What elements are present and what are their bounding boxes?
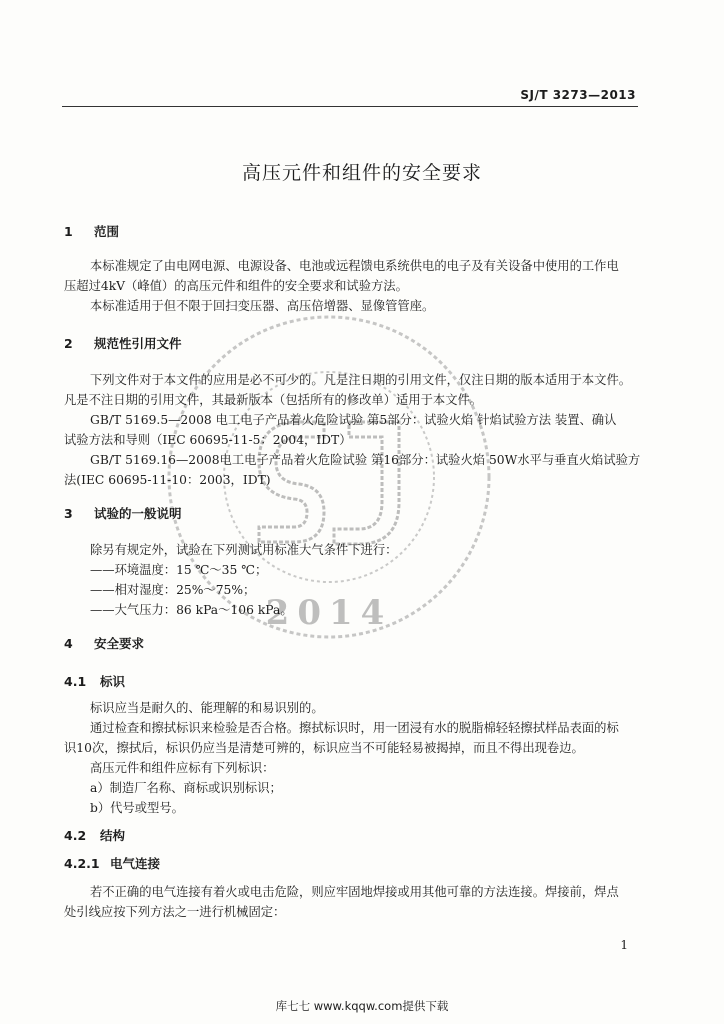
section-title: 安全要求 xyxy=(94,636,145,651)
section-number: 4.2 xyxy=(64,828,87,843)
section-4-2-heading xyxy=(64,826,125,844)
section-4-heading xyxy=(64,634,144,652)
section-title: 范围 xyxy=(94,224,120,239)
paragraph-line: 标识应当是耐久的、能理解的和易识别的。 xyxy=(90,701,324,715)
reference-line: GB/T 5169.5—2008 电工电子产品着火危险试验 第5部分：试验火焰 针焰试验方法 装置、确认 xyxy=(90,413,617,427)
section-4-1-heading xyxy=(64,672,125,690)
section-3-heading xyxy=(64,504,182,522)
paragraph-line: 若不正确的电气连接有着火或电击危险，则应牢固地焊接或用其他可靠的方法连接。焊接前，焊点 xyxy=(90,885,619,899)
reference-line: 法(IEC 60695-11-10：2003，IDT) xyxy=(64,473,271,487)
section-number: 4 xyxy=(64,636,73,651)
section-title: 标识 xyxy=(100,674,126,689)
paragraph-line: 处引线应按下列方法之一进行机械固定： xyxy=(64,905,286,919)
paragraph-line: 除另有规定外，试验在下列测试用标准大气条件下进行： xyxy=(90,543,398,557)
section-number: 4.2.1 xyxy=(64,856,100,871)
list-item: ——大气压力：86 kPa～106 kPa。 xyxy=(90,603,293,617)
paragraph-line: 本标准规定了由电网电源、电源设备、电池或远程馈电系统供电的电子及有关设备中使用的工作电 xyxy=(90,259,619,273)
page-title: 高压元件和组件的安全要求 xyxy=(241,162,482,184)
list-item: ——相对湿度：25%～75%； xyxy=(90,583,256,597)
reference-line: GB/T 5169.16—2008电工电子产品着火危险试验 第16部分：试验火焰 50W水平与垂直火焰试验方 xyxy=(90,453,641,467)
section-4-2-1-heading xyxy=(64,854,160,872)
list-item: b）代号或型号。 xyxy=(90,801,184,815)
paragraph-line: 本标准适用于但不限于回扫变压器、高压倍增器、显像管管座。 xyxy=(90,299,435,313)
section-title: 试验的一般说明 xyxy=(94,506,182,521)
section-1-heading xyxy=(64,222,119,240)
paragraph-line: 识10次，擦拭后，标识仍应当是清楚可辨的，标识应当不可能轻易被揭掉，而且不得出现卷边。 xyxy=(64,741,584,755)
paragraph-line: 高压元件和组件应标有下列标识： xyxy=(90,761,275,775)
paragraph-line: 凡是不注日期的引用文件，其最新版本（包括所有的修改单）适用于本文件。 xyxy=(64,393,483,407)
section-title: 结构 xyxy=(100,828,126,843)
paragraph-line: 通过检查和擦拭标识来检验是否合格。擦拭标识时，用一团浸有水的脱脂棉轻轻擦拭样品表面的标 xyxy=(90,721,619,735)
watermark-year: 2014 xyxy=(265,593,393,633)
section-2-heading xyxy=(64,334,182,352)
reference-line: 试验方法和导则（IEC 60695-11-5：2004，IDT） xyxy=(64,433,352,447)
standard-number: SJ/T 3273—2013 xyxy=(520,88,636,102)
section-number: 1 xyxy=(64,224,73,239)
page-number: 1 xyxy=(620,938,628,952)
list-item: ——环境温度：15 ℃～35 ℃； xyxy=(90,563,268,577)
section-number: 2 xyxy=(64,336,73,351)
paragraph-line: 压超过4kV（峰值）的高压元件和组件的安全要求和试验方法。 xyxy=(64,279,408,293)
section-number: 3 xyxy=(64,506,73,521)
section-number: 4.1 xyxy=(64,674,87,689)
paragraph-line: 下列文件对于本文件的应用是必不可少的。凡是注日期的引用文件，仅注日期的版本适用于本文件。 xyxy=(90,373,632,387)
list-item: a）制造厂名称、商标或识别标识； xyxy=(90,781,282,795)
header-rule xyxy=(62,106,638,107)
section-title: 规范性引用文件 xyxy=(94,336,182,351)
download-footer[interactable]: 库七七 www.kqqw.com提供下载 xyxy=(275,999,449,1013)
section-title: 电气连接 xyxy=(110,856,161,871)
